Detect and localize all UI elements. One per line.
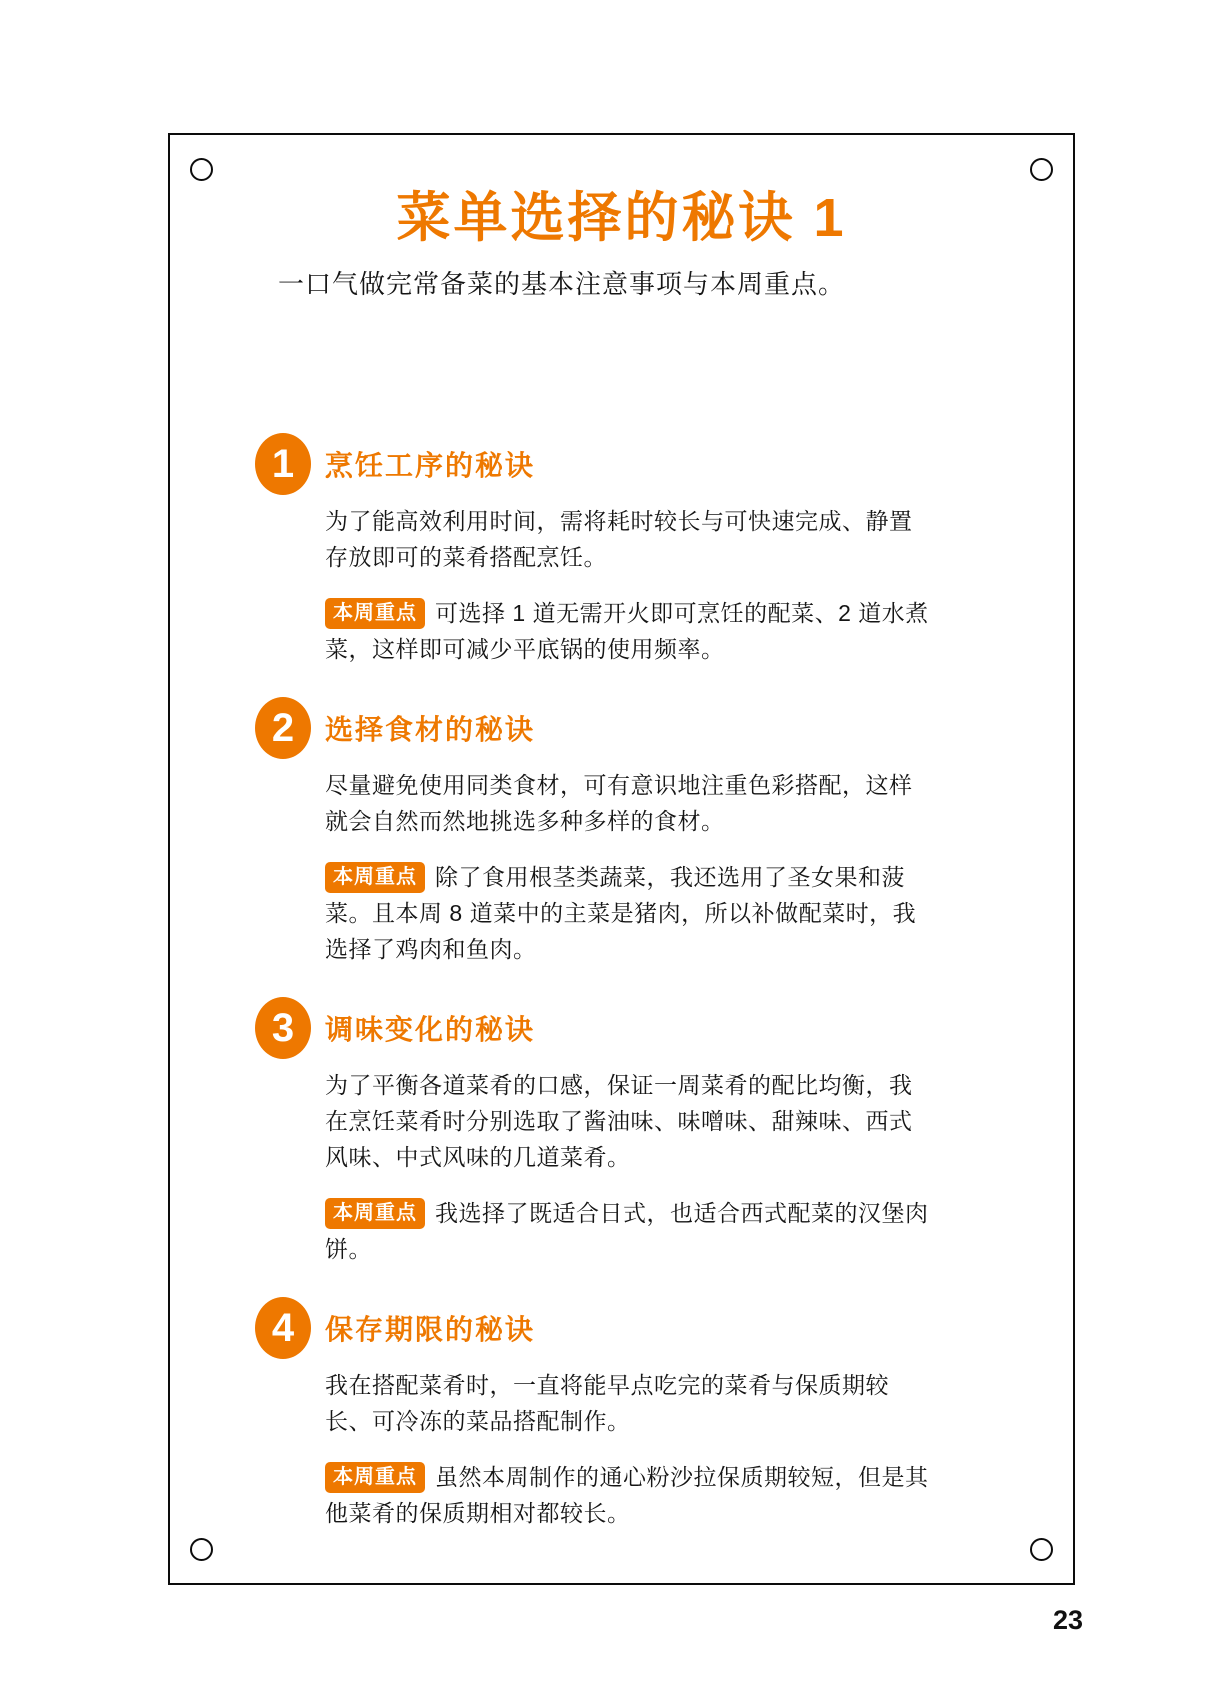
section-number-badge: 1	[255, 433, 311, 495]
registration-circle-bottom-left	[190, 1538, 213, 1561]
registration-circle-top-right	[1030, 158, 1053, 181]
weekly-focus	[325, 1195, 937, 1267]
weekly-focus	[325, 595, 937, 667]
weekly-focus-text: 除了食用根茎类蔬菜，我还选用了圣女果和菠菜。且本周 8 道菜中的主菜是猪肉，所以补做配菜时，我选择了鸡肉和鱼肉。	[325, 864, 917, 962]
section-heading: 烹饪工序的秘诀	[325, 450, 536, 481]
weekly-focus-badge: 本周重点	[325, 1462, 425, 1493]
registration-circle-bottom-right	[1030, 1538, 1053, 1561]
section-heading: 保存期限的秘诀	[325, 1314, 536, 1345]
weekly-focus	[325, 859, 937, 967]
weekly-focus-text: 我选择了既适合日式，也适合西式配菜的汉堡肉饼。	[325, 1200, 929, 1262]
section-number-badge: 4	[255, 1297, 311, 1359]
section-header	[255, 433, 1073, 495]
section-cooking-process	[255, 433, 1073, 667]
section-header	[255, 997, 1073, 1059]
section-ingredient-choice	[255, 697, 1073, 967]
section-number-badge: 3	[255, 997, 311, 1059]
section-body: 为了平衡各道菜肴的口感，保证一周菜肴的配比均衡，我在烹饪菜肴时分别选取了酱油味、味噌味、甜辣味、西式风味、中式风味的几道菜肴。	[325, 1072, 913, 1170]
section-body: 尽量避免使用同类食材，可有意识地注重色彩搭配，这样就会自然而然地挑选多种多样的食材。	[325, 772, 913, 834]
weekly-focus-badge: 本周重点	[325, 1198, 425, 1229]
section-body: 为了能高效利用时间，需将耗时较长与可快速完成、静置存放即可的菜肴搭配烹饪。	[325, 508, 913, 570]
weekly-focus-text: 可选择 1 道无需开火即可烹饪的配菜、2 道水煮菜，这样即可减少平底锅的使用频率。	[325, 600, 929, 662]
section-storage-period	[255, 1297, 1073, 1531]
weekly-focus-text: 虽然本周制作的通心粉沙拉保质期较短，但是其他菜肴的保质期相对都较长。	[325, 1464, 929, 1526]
registration-circle-top-left	[190, 158, 213, 181]
section-number-badge: 2	[255, 697, 311, 759]
weekly-focus	[325, 1459, 937, 1531]
section-header	[255, 697, 1073, 759]
section-header	[255, 1297, 1073, 1359]
weekly-focus-badge: 本周重点	[325, 862, 425, 893]
section-flavor-variation	[255, 997, 1073, 1267]
weekly-focus-badge: 本周重点	[325, 598, 425, 629]
section-heading: 选择食材的秘诀	[325, 714, 536, 745]
page-frame	[168, 133, 1075, 1585]
page-subtitle: 一口气做完常备菜的基本注意事项与本周重点。	[277, 269, 845, 299]
page-title: 菜单选择的秘诀 1	[396, 188, 847, 248]
section-body: 我在搭配菜肴时，一直将能早点吃完的菜肴与保质期较长、可冷冻的菜品搭配制作。	[325, 1372, 889, 1434]
section-heading: 调味变化的秘诀	[325, 1014, 536, 1045]
sections-list	[170, 433, 1073, 1531]
page-number: 23	[1052, 1605, 1083, 1635]
